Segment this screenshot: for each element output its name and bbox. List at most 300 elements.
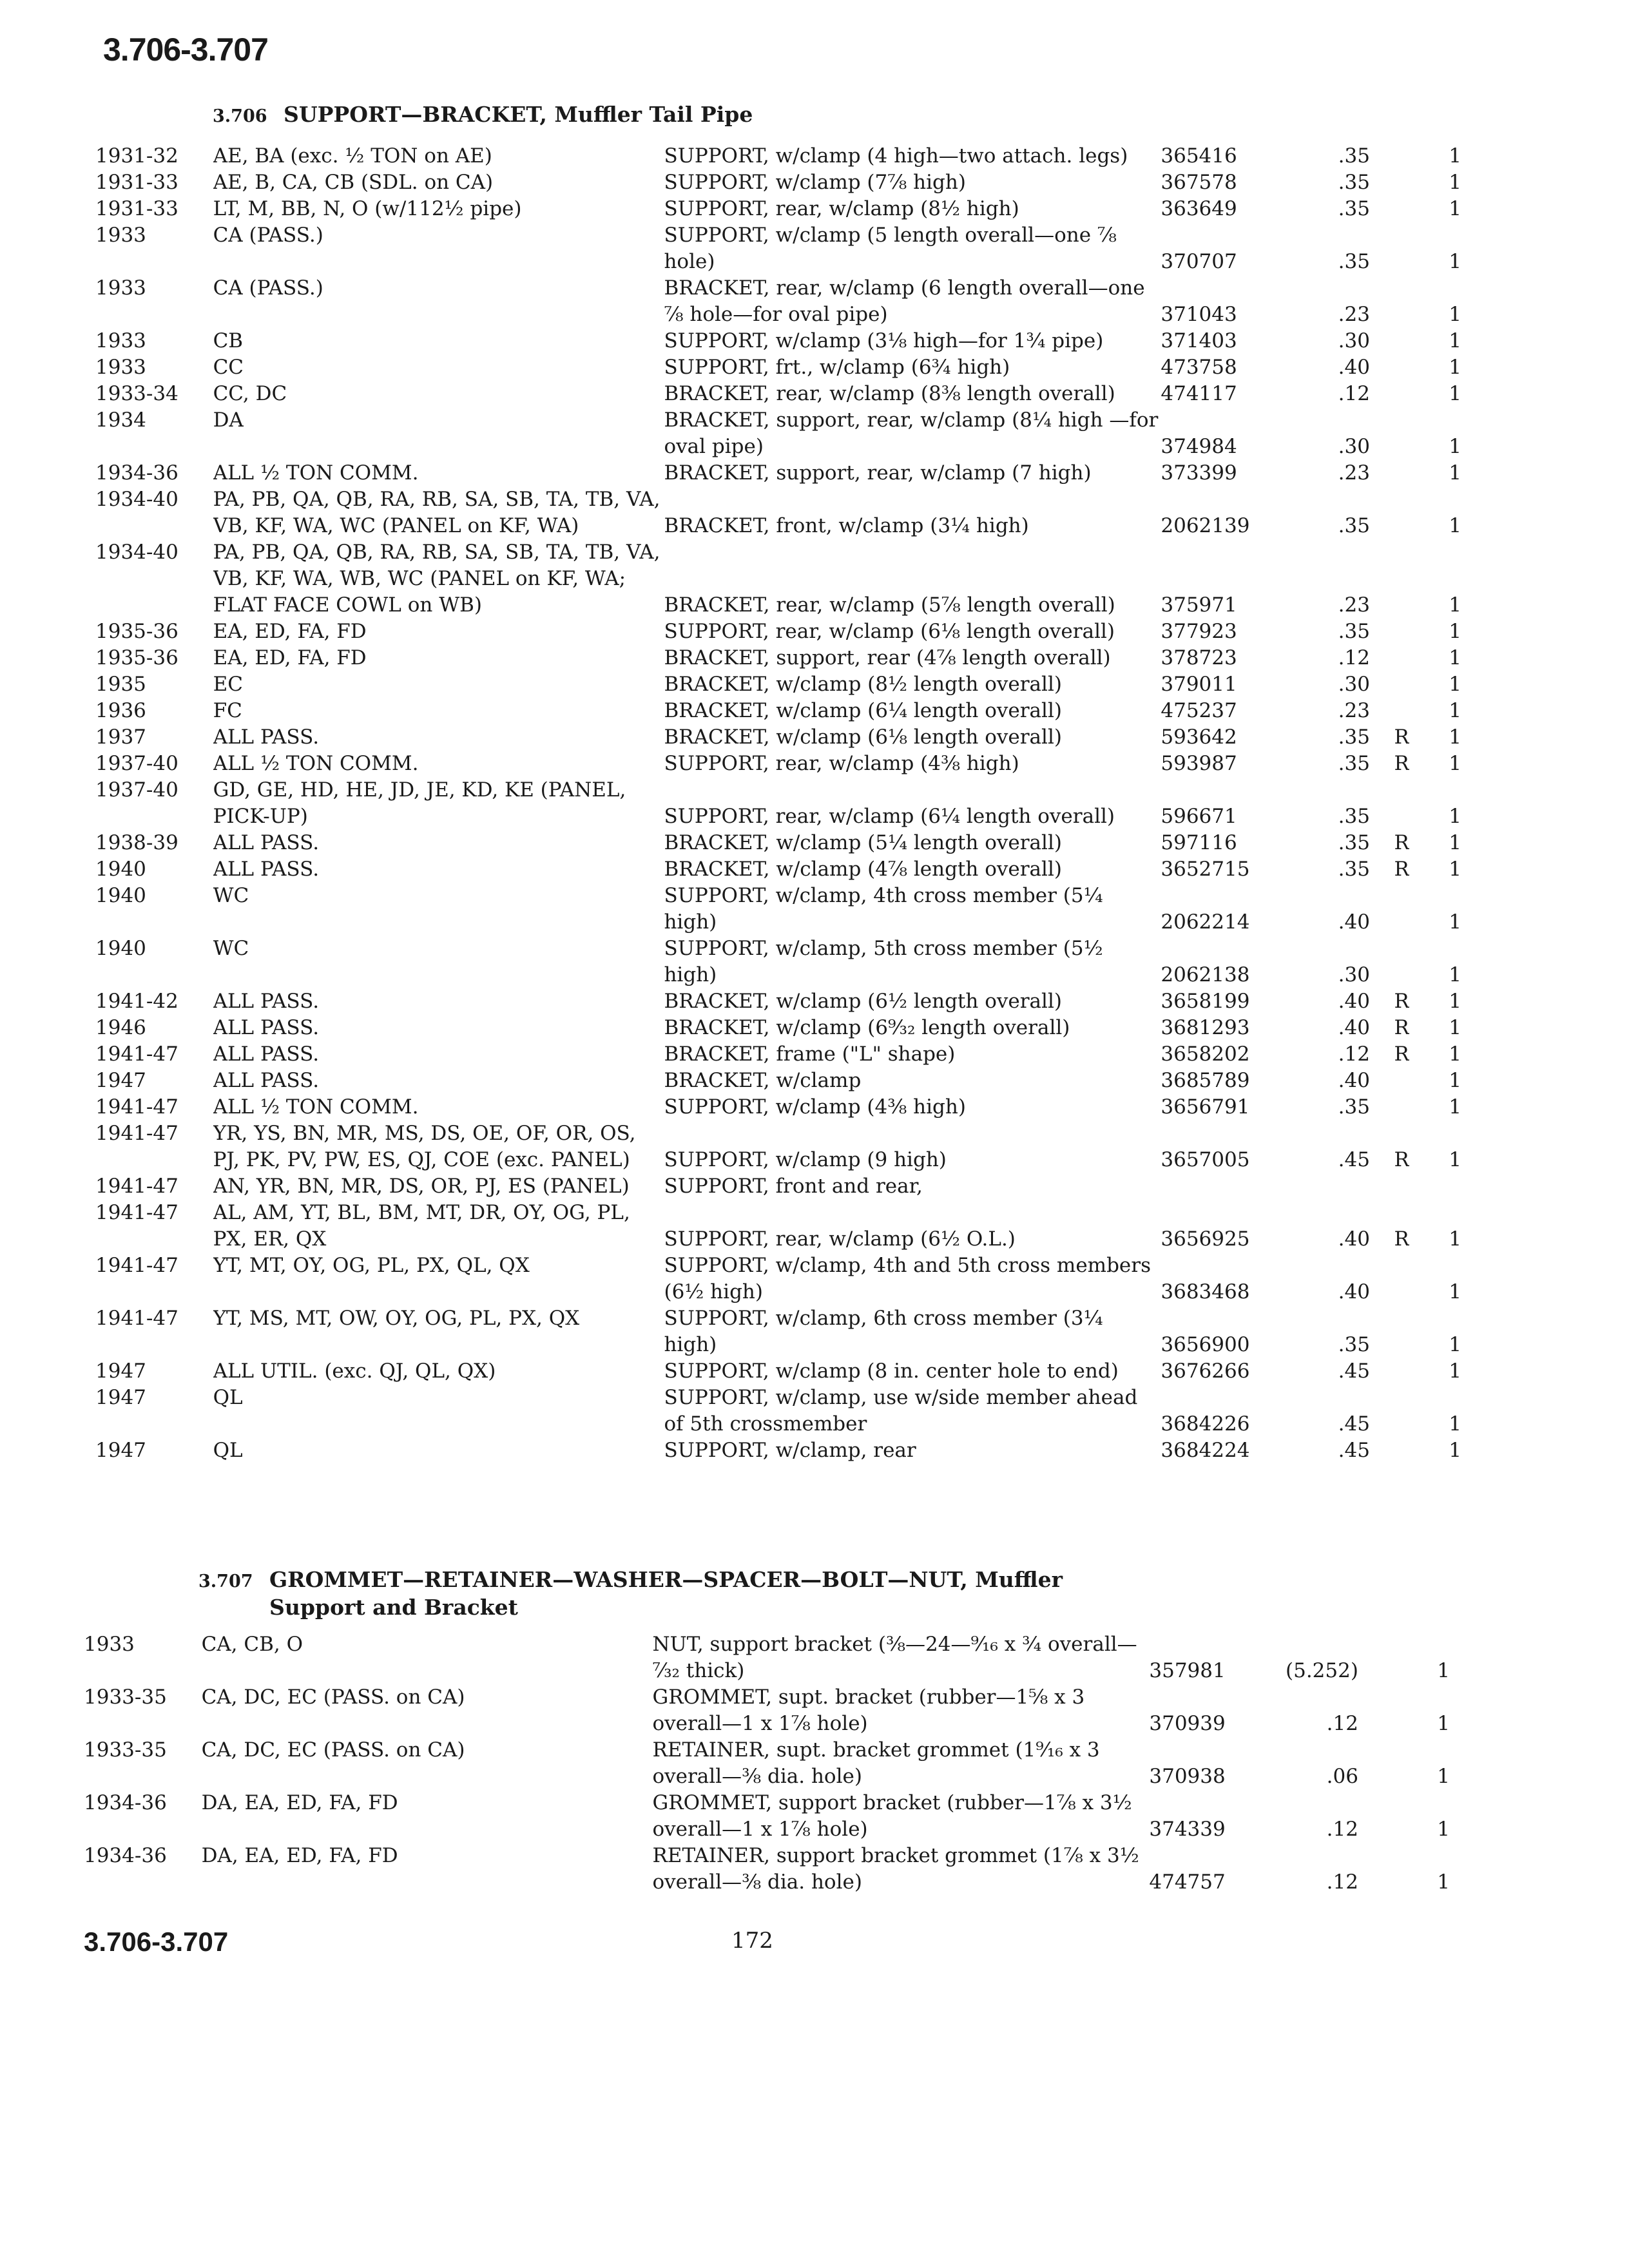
row-year: 1934-40 — [95, 488, 178, 511]
row-description: GROMMET, support bracket (rubber—1⅞ x 3½ overall—1 x 1⅞ hole) — [652, 1791, 1132, 1841]
row-quantity: 1 — [1449, 593, 1461, 617]
row-price: .40 — [1338, 356, 1370, 379]
row-models: ALL PASS. — [213, 1043, 320, 1066]
row-quantity: 1 — [1449, 356, 1461, 379]
table-row — [95, 1094, 1461, 1120]
row-r-flag — [1358, 1737, 1398, 1790]
row-price: .12 — [1338, 646, 1370, 669]
row-quantity: 1 — [1449, 805, 1461, 828]
row-r-flag: R — [1394, 990, 1409, 1013]
row-part-number: 370939 — [1149, 1712, 1226, 1735]
row-r-flag — [1370, 169, 1409, 196]
row-models: CA, DC, EC (PASS. on CA) — [201, 1738, 465, 1762]
row-price: .40 — [1338, 1280, 1370, 1303]
table-row — [95, 856, 1461, 883]
row-r-flag: R — [1394, 752, 1409, 775]
row-price: .06 — [1326, 1765, 1358, 1788]
row-models: AE, B, CA, CB (SDL. on CA) — [213, 171, 494, 194]
row-year: 1935 — [95, 673, 146, 696]
row-description: BRACKET, w/clamp (6⅛ length overall) — [664, 726, 1062, 749]
row-year: 1947 — [95, 1069, 146, 1092]
row-year: 1946 — [95, 1016, 146, 1039]
row-quantity: 1 — [1449, 1412, 1461, 1436]
row-part-number: 474757 — [1149, 1870, 1226, 1894]
row-price: .40 — [1338, 1227, 1370, 1251]
row-description: SUPPORT, w/clamp (8 in. center hole to end) — [664, 1360, 1119, 1383]
row-year: 1933 — [95, 329, 146, 352]
row-price: .23 — [1338, 593, 1370, 617]
row-part-number: 374984 — [1161, 435, 1237, 458]
row-models: CA, CB, O — [201, 1633, 304, 1656]
row-models: LT, M, BB, N, O (w/112½ pipe) — [213, 197, 522, 220]
row-description: GROMMET, supt. bracket (rubber—1⅝ x 3 overall—1 x 1⅞ hole) — [652, 1686, 1085, 1735]
row-part-number: 3684224 — [1161, 1439, 1250, 1462]
row-price: .35 — [1338, 514, 1370, 537]
row-quantity: 1 — [1437, 1818, 1450, 1841]
table-row — [95, 698, 1461, 724]
row-price: .12 — [1338, 382, 1370, 405]
row-models: ALL PASS. — [213, 1016, 320, 1039]
row-year: 1941-47 — [95, 1043, 178, 1066]
table-row — [95, 486, 1461, 539]
row-description: BRACKET, w/clamp (5¼ length overall) — [664, 831, 1062, 854]
row-models: EA, ED, FA, FD — [213, 646, 367, 669]
row-r-flag — [1370, 143, 1409, 169]
row-price: .30 — [1338, 329, 1370, 352]
row-part-number: 3656925 — [1161, 1227, 1250, 1251]
row-part-number: 593987 — [1161, 752, 1237, 775]
row-description: RETAINER, support bracket grommet (1⅞ x 3½ overall—⅜ dia. hole) — [652, 1844, 1139, 1894]
row-r-flag: R — [1394, 831, 1409, 854]
row-price: .45 — [1338, 1439, 1370, 1462]
row-quantity: 1 — [1449, 250, 1461, 273]
table-row — [95, 671, 1461, 698]
row-price: (5.252) — [1286, 1659, 1358, 1682]
row-quantity: 1 — [1449, 1333, 1461, 1356]
row-description: SUPPORT, rear, w/clamp (6⅛ length overall) — [664, 620, 1115, 643]
row-quantity: 1 — [1449, 1439, 1461, 1462]
row-part-number: 593642 — [1161, 726, 1237, 749]
row-part-number: 377923 — [1161, 620, 1237, 643]
row-description: SUPPORT, w/clamp (4 high—two attach. legs) — [664, 144, 1128, 168]
row-price: .30 — [1338, 673, 1370, 696]
row-quantity: 1 — [1437, 1712, 1450, 1735]
row-part-number: 3658199 — [1161, 990, 1250, 1013]
row-price: .35 — [1338, 726, 1370, 749]
table-row — [95, 619, 1461, 645]
row-quantity: 1 — [1449, 197, 1461, 220]
row-r-flag — [1370, 671, 1409, 698]
row-r-flag — [1358, 1631, 1398, 1684]
row-part-number: 3656900 — [1161, 1333, 1250, 1356]
row-r-flag — [1370, 407, 1409, 460]
row-description: SUPPORT, w/clamp, 4th cross member (5¼ high) — [664, 884, 1103, 934]
row-quantity: 1 — [1437, 1870, 1450, 1894]
section-title-3706 — [213, 102, 753, 130]
table-row — [95, 1068, 1461, 1094]
row-price: .35 — [1338, 144, 1370, 168]
table-row — [84, 1843, 1450, 1896]
row-models: GD, GE, HD, HE, JD, JE, KD, KE (PANEL, PICK-UP) — [213, 778, 626, 828]
row-description: SUPPORT, w/clamp, 5th cross member (5½ high) — [664, 937, 1103, 986]
row-description: BRACKET, frame ("L" shape) — [664, 1043, 956, 1066]
row-models: CA (PASS.) — [213, 224, 323, 247]
row-r-flag: R — [1394, 1043, 1409, 1066]
row-models: FC — [213, 699, 242, 722]
row-part-number: 2062138 — [1161, 963, 1250, 986]
row-price: .45 — [1338, 1360, 1370, 1383]
row-part-number: 371403 — [1161, 329, 1237, 352]
table-row — [95, 751, 1461, 777]
row-price: .40 — [1338, 1016, 1370, 1039]
row-r-flag — [1370, 460, 1409, 486]
row-quantity: 1 — [1449, 303, 1461, 326]
row-r-flag — [1370, 328, 1409, 354]
table-row — [95, 936, 1461, 988]
row-year: 1937-40 — [95, 778, 178, 802]
row-quantity: 1 — [1449, 726, 1461, 749]
row-part-number: 370938 — [1149, 1765, 1226, 1788]
table-row — [95, 1305, 1461, 1358]
row-year: 1940 — [95, 884, 146, 907]
row-description: BRACKET, support, rear, w/clamp (8¼ high —for oval pipe) — [664, 408, 1159, 458]
row-quantity: 1 — [1449, 435, 1461, 458]
row-r-flag — [1370, 381, 1409, 407]
row-price: .35 — [1338, 831, 1370, 854]
row-price: .23 — [1338, 461, 1370, 485]
row-r-flag — [1370, 1253, 1409, 1305]
row-price: .12 — [1326, 1818, 1358, 1841]
row-part-number: 373399 — [1161, 461, 1237, 485]
row-models: QL — [213, 1386, 243, 1409]
table-row — [95, 988, 1461, 1015]
row-description: SUPPORT, w/clamp, rear — [664, 1439, 916, 1462]
row-models: PA, PB, QA, QB, RA, RB, SA, SB, TA, TB, VA, VB, KF, WA, WB, WC (PANEL on KF, WA; FLAT FACE COWL on WB) — [213, 541, 660, 617]
section-number: 3.707 — [198, 1571, 253, 1591]
row-r-flag — [1370, 698, 1409, 724]
row-price: .35 — [1338, 752, 1370, 775]
row-description: BRACKET, w/clamp (8½ length overall) — [664, 673, 1062, 696]
row-price: .23 — [1338, 303, 1370, 326]
row-year: 1947 — [95, 1360, 146, 1383]
row-year: 1941-47 — [95, 1122, 178, 1145]
row-r-flag — [1370, 539, 1409, 619]
row-part-number: 474117 — [1161, 382, 1237, 405]
table-row — [95, 222, 1461, 275]
row-price: .12 — [1326, 1870, 1358, 1894]
row-quantity: 1 — [1449, 461, 1461, 485]
row-part-number: 3676266 — [1161, 1360, 1250, 1383]
row-r-flag — [1370, 1358, 1409, 1385]
row-description: SUPPORT, w/clamp (5 length overall—one ⅞ hole) — [664, 224, 1117, 273]
row-quantity: 1 — [1449, 1095, 1461, 1119]
row-part-number: 2062139 — [1161, 514, 1250, 537]
row-description: SUPPORT, w/clamp (3⅛ high—for 1¾ pipe) — [664, 329, 1104, 352]
row-price: .40 — [1338, 1069, 1370, 1092]
row-r-flag: R — [1394, 726, 1409, 749]
row-year: 1941-47 — [95, 1254, 178, 1277]
table-row — [95, 1358, 1461, 1385]
table-row — [95, 460, 1461, 486]
row-year: 1938-39 — [95, 831, 178, 854]
parts-table-3707 — [84, 1631, 1450, 1896]
row-r-flag — [1370, 1094, 1409, 1120]
row-models: YR, YS, BN, MR, MS, DS, OE, OF, OR, OS, PJ, PK, PV, PW, ES, QJ, COE (exc. PANEL) — [213, 1122, 636, 1171]
row-r-flag — [1370, 486, 1409, 539]
section-subheading: Support and Bracket — [269, 1595, 518, 1620]
row-r-flag — [1370, 1068, 1409, 1094]
row-description: BRACKET, rear, w/clamp (8⅜ length overall) — [664, 382, 1115, 405]
row-models: QL — [213, 1439, 243, 1462]
row-year: 1933 — [84, 1633, 135, 1656]
table-row — [95, 539, 1461, 619]
row-r-flag: R — [1394, 858, 1409, 881]
row-quantity: 1 — [1449, 1043, 1461, 1066]
table-row — [95, 724, 1461, 751]
page-footer-code: 3.706-3.707 — [84, 1927, 229, 1957]
row-quantity: 1 — [1449, 673, 1461, 696]
row-price: .35 — [1338, 805, 1370, 828]
row-year: 1934-40 — [95, 541, 178, 564]
row-r-flag — [1370, 883, 1409, 936]
row-r-flag: R — [1394, 1227, 1409, 1251]
row-quantity: 1 — [1449, 831, 1461, 854]
row-quantity: 1 — [1449, 514, 1461, 537]
row-part-number — [1161, 1173, 1285, 1200]
row-part-number: 365416 — [1161, 144, 1237, 168]
row-models: YT, MT, OY, OG, PL, PX, QL, QX — [213, 1254, 530, 1277]
row-r-flag — [1370, 222, 1409, 275]
row-models: EC — [213, 673, 243, 696]
row-description: BRACKET, w/clamp (4⅞ length overall) — [664, 858, 1062, 881]
row-models: ALL ½ TON COMM. — [213, 461, 419, 485]
row-year: 1941-47 — [95, 1095, 178, 1119]
row-r-flag — [1370, 645, 1409, 671]
row-description: RETAINER, supt. bracket grommet (1⁹⁄₁₆ x 3 overall—⅜ dia. hole) — [652, 1738, 1100, 1788]
row-r-flag — [1358, 1843, 1398, 1896]
row-price: .35 — [1338, 1333, 1370, 1356]
row-description: BRACKET, rear, w/clamp (6 length overall—one ⅞ hole—for oval pipe) — [664, 276, 1145, 326]
row-year: 1934 — [95, 408, 146, 432]
row-part-number: 3657005 — [1161, 1148, 1250, 1171]
row-quantity: 1 — [1449, 1069, 1461, 1092]
row-quantity: 1 — [1449, 990, 1461, 1013]
table-row — [84, 1737, 1450, 1790]
row-price: .35 — [1338, 858, 1370, 881]
row-part-number: 357981 — [1149, 1659, 1226, 1682]
table-row — [95, 645, 1461, 671]
row-models: ALL UTIL. (exc. QJ, QL, QX) — [213, 1360, 496, 1383]
row-part-number: 2062214 — [1161, 910, 1250, 934]
row-year: 1941-47 — [95, 1175, 178, 1198]
row-part-number: 378723 — [1161, 646, 1237, 669]
row-part-number: 475237 — [1161, 699, 1237, 722]
table-row — [95, 1120, 1461, 1173]
row-part-number: 3681293 — [1161, 1016, 1250, 1039]
row-description: SUPPORT, rear, w/clamp (8½ high) — [664, 197, 1019, 220]
row-quantity: 1 — [1449, 1280, 1461, 1303]
section-title-3707 — [198, 1567, 1063, 1620]
row-description: BRACKET, front, w/clamp (3¼ high) — [664, 514, 1029, 537]
table-row — [95, 830, 1461, 856]
row-models: PA, PB, QA, QB, RA, RB, SA, SB, TA, TB, VA, VB, KF, WA, WC (PANEL on KF, WA) — [213, 488, 660, 537]
row-year: 1940 — [95, 858, 146, 881]
row-models: ALL PASS. — [213, 858, 320, 881]
table-row — [95, 1437, 1461, 1464]
row-quantity: 1 — [1449, 963, 1461, 986]
row-year: 1933-35 — [84, 1686, 167, 1709]
row-part-number: 473758 — [1161, 356, 1237, 379]
row-year: 1933 — [95, 356, 146, 379]
row-year: 1937-40 — [95, 752, 178, 775]
row-models: AN, YR, BN, MR, DS, OR, PJ, ES (PANEL) — [213, 1175, 630, 1198]
table-row — [95, 275, 1461, 328]
row-description: BRACKET, w/clamp (6½ length overall) — [664, 990, 1062, 1013]
section-number: 3.706 — [213, 106, 267, 126]
row-r-flag — [1370, 1437, 1409, 1464]
row-r-flag — [1370, 354, 1409, 381]
row-year: 1931-33 — [95, 171, 178, 194]
row-price: .35 — [1338, 197, 1370, 220]
row-part-number: 596671 — [1161, 805, 1237, 828]
row-description: SUPPORT, w/clamp (4⅜ high) — [664, 1095, 966, 1119]
row-description: SUPPORT, w/clamp, 4th and 5th cross members (6½ high) — [664, 1254, 1151, 1303]
row-year: 1936 — [95, 699, 146, 722]
row-models: CA, DC, EC (PASS. on CA) — [201, 1686, 465, 1709]
row-year: 1935-36 — [95, 646, 178, 669]
table-row — [95, 1253, 1461, 1305]
row-models: ALL PASS. — [213, 726, 320, 749]
row-quantity: 1 — [1449, 1360, 1461, 1383]
row-part-number: 3685789 — [1161, 1069, 1250, 1092]
row-description: NUT, support bracket (⅜—24—⁹⁄₁₆ x ¾ overall—⁷⁄₃₂ thick) — [652, 1633, 1137, 1682]
row-quantity — [1409, 1173, 1461, 1200]
row-price: .12 — [1326, 1712, 1358, 1735]
row-part-number: 374339 — [1149, 1818, 1226, 1841]
row-part-number: 367578 — [1161, 171, 1237, 194]
row-description: BRACKET, support, rear, w/clamp (7 high) — [664, 461, 1092, 485]
row-models: CB — [213, 329, 244, 352]
row-quantity: 1 — [1449, 1016, 1461, 1039]
row-description: BRACKET, w/clamp — [664, 1069, 862, 1092]
row-models: WC — [213, 937, 249, 960]
row-year: 1934-36 — [84, 1844, 167, 1867]
row-models: DA, EA, ED, FA, FD — [201, 1791, 398, 1814]
row-part-number: 3656791 — [1161, 1095, 1250, 1119]
row-year: 1931-33 — [95, 197, 178, 220]
row-r-flag — [1370, 196, 1409, 222]
table-row — [95, 354, 1461, 381]
row-price: .35 — [1338, 620, 1370, 643]
table-row — [84, 1631, 1450, 1684]
row-models: YT, MS, MT, OW, OY, OG, PL, PX, QX — [213, 1307, 580, 1330]
row-part-number: 363649 — [1161, 197, 1237, 220]
row-models: AL, AM, YT, BL, BM, MT, DR, OY, OG, PL, PX, ER, QX — [213, 1201, 630, 1251]
row-year: 1933-34 — [95, 382, 178, 405]
row-part-number: 3658202 — [1161, 1043, 1250, 1066]
row-price: .23 — [1338, 699, 1370, 722]
row-part-number: 3684226 — [1161, 1412, 1250, 1436]
row-year: 1934-36 — [84, 1791, 167, 1814]
row-r-flag: R — [1394, 1016, 1409, 1039]
table-row — [95, 196, 1461, 222]
row-description: BRACKET, w/clamp (6⁹⁄₃₂ length overall) — [664, 1016, 1070, 1039]
table-row — [95, 1173, 1461, 1200]
row-price — [1285, 1173, 1370, 1200]
row-quantity: 1 — [1449, 1227, 1461, 1251]
row-quantity: 1 — [1449, 1148, 1461, 1171]
row-r-flag — [1370, 936, 1409, 988]
row-year: 1933 — [95, 276, 146, 300]
table-row — [95, 328, 1461, 354]
row-quantity: 1 — [1449, 382, 1461, 405]
row-r-flag: R — [1394, 1148, 1409, 1171]
page-number: 172 — [731, 1928, 773, 1954]
row-r-flag — [1370, 777, 1409, 830]
row-quantity: 1 — [1449, 752, 1461, 775]
row-models: DA, EA, ED, FA, FD — [201, 1844, 398, 1867]
row-part-number: 597116 — [1161, 831, 1237, 854]
table-row — [95, 169, 1461, 196]
table-row — [84, 1684, 1450, 1737]
row-part-number: 375971 — [1161, 593, 1237, 617]
table-row — [95, 1385, 1461, 1437]
row-part-number: 370707 — [1161, 250, 1237, 273]
parts-table-3706 — [95, 143, 1461, 1464]
row-quantity: 1 — [1449, 646, 1461, 669]
row-price: .30 — [1338, 963, 1370, 986]
row-quantity: 1 — [1449, 144, 1461, 168]
row-description: BRACKET, w/clamp (6¼ length overall) — [664, 699, 1062, 722]
row-year: 1947 — [95, 1439, 146, 1462]
row-description: SUPPORT, w/clamp, use w/side member ahead of 5th crossmember — [664, 1386, 1138, 1436]
row-description: SUPPORT, w/clamp (9 high) — [664, 1148, 947, 1171]
row-year: 1933-35 — [84, 1738, 167, 1762]
table-row — [95, 407, 1461, 460]
row-year: 1935-36 — [95, 620, 178, 643]
row-models: ALL PASS. — [213, 1069, 320, 1092]
section-heading: SUPPORT—BRACKET, Muffler Tail Pipe — [284, 102, 753, 127]
row-year: 1933 — [95, 224, 146, 247]
row-r-flag — [1358, 1790, 1398, 1843]
row-quantity: 1 — [1437, 1765, 1450, 1788]
row-year: 1941-47 — [95, 1307, 178, 1330]
row-models: ALL ½ TON COMM. — [213, 752, 419, 775]
row-quantity: 1 — [1449, 910, 1461, 934]
row-quantity: 1 — [1437, 1659, 1450, 1682]
row-models: CC, DC — [213, 382, 287, 405]
row-part-number: 3652715 — [1161, 858, 1250, 881]
table-row — [84, 1790, 1450, 1843]
row-r-flag — [1370, 619, 1409, 645]
table-row — [95, 883, 1461, 936]
row-price: .35 — [1338, 1095, 1370, 1119]
row-models: DA — [213, 408, 244, 432]
row-r-flag — [1358, 1684, 1398, 1737]
row-quantity: 1 — [1449, 699, 1461, 722]
row-year: 1947 — [95, 1386, 146, 1409]
row-price: .12 — [1338, 1043, 1370, 1066]
row-quantity: 1 — [1449, 171, 1461, 194]
row-description: BRACKET, support, rear (4⅞ length overall) — [664, 646, 1111, 669]
section-heading: GROMMET—RETAINER—WASHER—SPACER—BOLT—NUT, Muffler — [269, 1567, 1063, 1592]
row-r-flag — [1370, 1305, 1409, 1358]
row-description: SUPPORT, frt., w/clamp (6¾ high) — [664, 356, 1010, 379]
row-year: 1941-47 — [95, 1201, 178, 1224]
row-description: BRACKET, rear, w/clamp (5⅞ length overall) — [664, 593, 1115, 617]
row-year: 1940 — [95, 937, 146, 960]
row-part-number: 3683468 — [1161, 1280, 1250, 1303]
